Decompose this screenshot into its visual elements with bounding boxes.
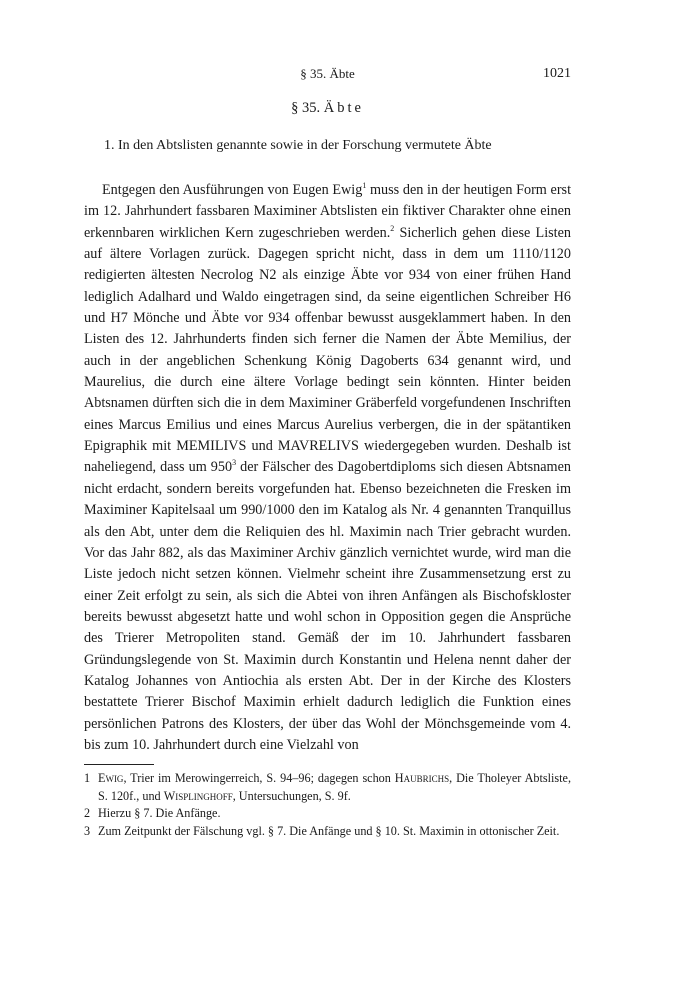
- footnote-text: , Untersuchungen, S. 9f.: [232, 788, 351, 803]
- running-head: [84, 66, 571, 84]
- footnote-3: [84, 823, 571, 841]
- section-title: [84, 100, 571, 117]
- body-text-3: Sicherlich gehen diese Listen auf ältere Vorlagen zurück. Dagegen spricht nicht, dass in dem um 1110/1120 redigierten ältesten Necrolog N2 als einzige Äbte vor 934 von einer frühen Hand lediglich Adalhard und Waldo eingetragen sind, da seine eigentlichen Schreiber H6 und H7 Mönche und Äbte vor 934 offenbar bewusst ausgeklammert haben. In den Listen des 12. Jahrhunderts finden sich ferner die Namen der Äbte Memilius, der auch in der angeblichen Schenkung König Dagoberts 634 genannt wird, und Maurelius, die durch eine ältere Vorlage bedingt sein könnten. Hinter beiden Abtsnamen dürften sich die in dem Maximiner Gräberfeld vorgefundenen Inschriften eines Marcus Emilius und eines Marcus Aurelius verbergen, die in der spätantiken Epigraphik mit MEMILIVS und MAVRELIVS wiedergegeben wurden. Deshalb ist naheliegend, dass um 950: [84, 224, 571, 476]
- footnote-text: Zum Zeitpunkt der Fälschung vgl. § 7. Die Anfänge und § 10. St. Maximin in ottonischer Zeit.: [98, 823, 560, 838]
- footnote-number: 1: [84, 771, 91, 785]
- footnotes: [84, 770, 571, 840]
- footnote-ref-3[interactable]: 3: [232, 458, 237, 468]
- running-head-title: § 35. Äbte: [300, 66, 355, 81]
- footnote-1: [84, 770, 571, 805]
- body-text-1: Entgegen den Ausführungen von Eugen Ewig: [102, 182, 363, 198]
- footnote-number: 2: [84, 806, 91, 820]
- footnote-text: Hierzu § 7. Die Anfänge.: [98, 806, 221, 820]
- page-number: 1021: [543, 66, 571, 81]
- footnote-2: [84, 805, 571, 823]
- footnote-ref-2[interactable]: 2: [390, 223, 395, 233]
- body-paragraph: [84, 180, 571, 756]
- footnote-author: Haubrichs: [394, 771, 450, 785]
- section-title-text: Äbte: [323, 100, 364, 116]
- footnote-text: , Die Tholeyer Abtsliste, S. 120f., und: [98, 771, 571, 803]
- body-text-2: muss den in der heutigen Form erst im 12. Jahrhundert fassbaren Maximiner Abtslisten ein fiktiver Charakter ohne einen erkennbaren wirklichen Kern zugeschrieben werden.: [84, 182, 572, 241]
- footnote-divider: [84, 764, 154, 765]
- footnote-author: Ewig: [98, 771, 124, 785]
- footnote-text: , Trier im Merowingerreich, S. 94–96; dagegen schon: [123, 771, 395, 785]
- footnote-ref-1[interactable]: 1: [362, 181, 367, 190]
- subsection-heading: 1. In den Abtslisten genannte sowie in der Forschung vermutete Äbte: [104, 138, 492, 153]
- body-text-4: der Fälscher des Dagobertdiploms sich diesen Abtsnamen nicht erdacht, sondern bereits vorgefunden hat. Ebenso bezeichneten die Fresken im Maximiner Kapitelsaal um 990/1000 den im Katalog als Nr. 4 genannten Tranquillus als den Abt, unter dem die Reliquien des hl. Maximin nach Trier gebracht wurden. Vor das Jahr 882, als das Maximiner Archiv gänzlich vernichtet wurde, wird man die Liste jedoch nicht setzen können. Vielmehr scheint ihre Zusammensetzung erst zu einer Zeit erfolgt zu sein, als sich die Abtei von ihren Anfängen als Bischofskloster bereits bewusst abgesetzt hatte und wohl schon in Opposition gegen die Ansprüche des Trierer Metropoliten stand. Gemäß der im 10. Jahrhundert fassbaren Gründungslegende von St. Maximin durch Konstantin und Helena nennt daher der Katalog Johannes von Antiochia als ersten Abt. Der in der Kirche des Klosters bestattete Trierer Bischof Maximin erhielt dadurch lediglich die Funktion eines persönlichen Patrons des Klosters, der über das Wohl der Mönchsgemeinde vom 4. bis zum 10. Jahrhundert durch eine Vielzahl von: [84, 459, 571, 753]
- section-prefix: § 35.: [291, 100, 324, 116]
- footnote-number: 3: [84, 823, 91, 838]
- footnote-author: Wisplinghoff: [163, 788, 233, 803]
